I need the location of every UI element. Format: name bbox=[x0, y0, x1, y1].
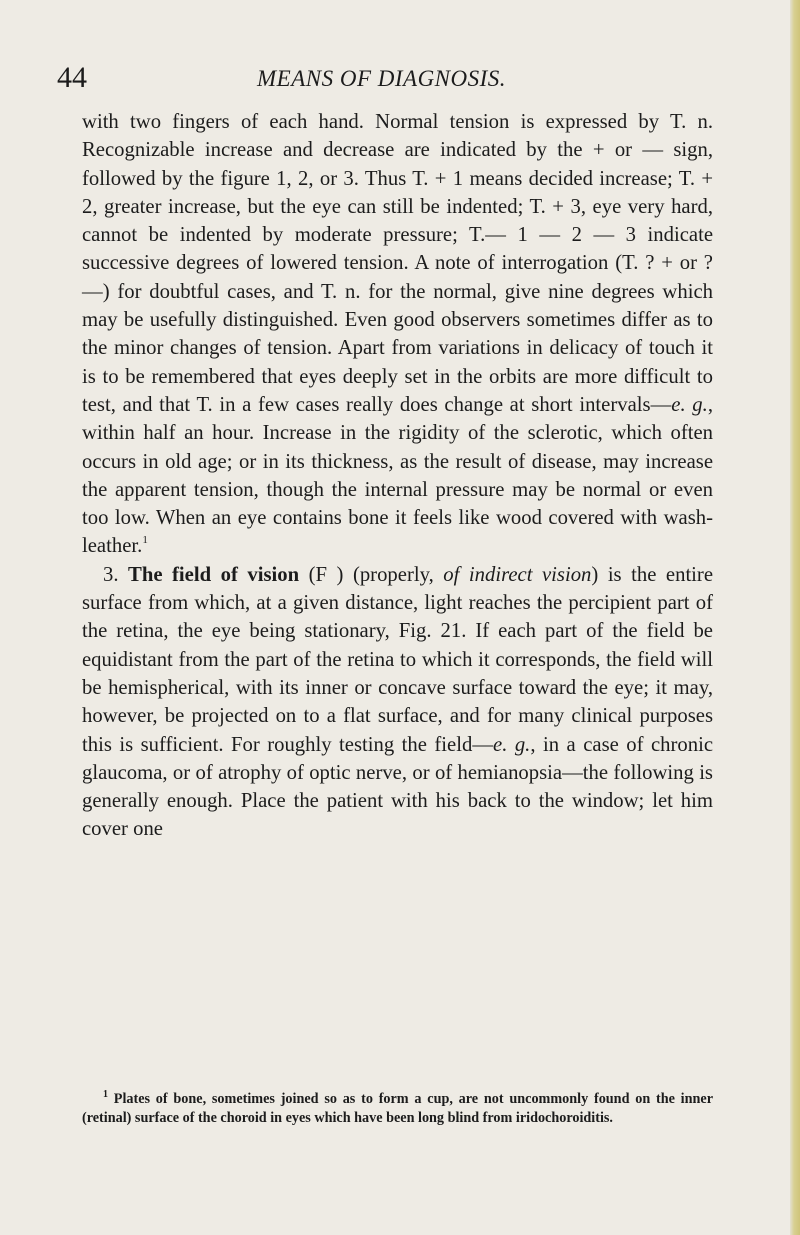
paragraph-tension-continuation: , within half an hour. Increase in the rigidity of the sclerotic, which often occurs in old age; or in its thickness, as the result of disease, may increase the apparent tension, though the internal pressure may be normal or even too low. When an eye contains bone it feels like wood covered with wash-leather. bbox=[82, 393, 713, 558]
page-number: 44 bbox=[57, 61, 87, 94]
paragraph-field-of-vision bbox=[82, 561, 713, 844]
running-head: MEANS OF DIAGNOSIS. bbox=[257, 66, 507, 91]
footnote-marker: 1 bbox=[103, 1089, 108, 1100]
paren-close: ) bbox=[591, 563, 599, 586]
section-term: The field of vision bbox=[128, 563, 300, 586]
paragraph-tension-text: with two fingers of each hand. Normal tension is expressed by T. n. Recognizable increase and decrease are indicated by the + or — sign, followed by the figure 1, 2, or 3. Thus T. + 1 means decided increase; T. + 2, greater increase, but the eye can still be indented; T. + 3, eye very hard, cannot be indented by moderate pressure; T.— 1 — 2 — 3 indicate successive degrees of lowered tension. A note of interrogation (T. ? + or ? —) for doubtful cases, and T. n. for the normal, give nine degrees which may be usefully distinguished. Even good observers sometimes differ as to the minor changes of tension. Apart from variations in delicacy of touch it is to be remembered that eyes deeply set in the orbits are more difficult to test, and that T. in a few cases really does change at short intervals— bbox=[82, 111, 713, 416]
page-header bbox=[57, 60, 697, 96]
footnote-reference: 1 bbox=[142, 534, 148, 547]
paragraph-tension bbox=[82, 108, 713, 561]
paragraph-field-continuation: , in a case of chronic glaucoma, or of atrophy of optic nerve, or of hemianopsia—the following is generally enough. Place the patient with his back to the window; let him cover one bbox=[82, 733, 713, 841]
paragraph-field-text: is the entire surface from which, at a given distance, light reaches the percipient part of the retina, the eye being stationary, Fig. 21. If each part of the field be equidistant from the part of the retina to which it corresponds, the field will be hemispherical, with its inner or concave surface toward the eye; it may, however, be projected on to a flat surface, and for many clinical purposes this is sufficient. For roughly testing the field— bbox=[82, 563, 714, 756]
section-number: 3. bbox=[103, 563, 119, 586]
eg-italic: e. g. bbox=[493, 733, 531, 756]
italic-term: of indirect vision bbox=[443, 563, 592, 586]
footnote-text: Plates of bone, sometimes joined so as to form a cup, are not uncommonly found on the inner (retinal) surface of the choroid in eyes which have been long blind from iridochoroiditis. bbox=[82, 1091, 713, 1126]
paren-open: (properly, bbox=[352, 563, 434, 586]
body-text bbox=[82, 108, 713, 844]
page-edge bbox=[790, 0, 800, 1235]
section-abbr: (F ) bbox=[308, 563, 344, 586]
footnote bbox=[82, 1090, 713, 1127]
eg-italic: e. g. bbox=[671, 393, 708, 416]
